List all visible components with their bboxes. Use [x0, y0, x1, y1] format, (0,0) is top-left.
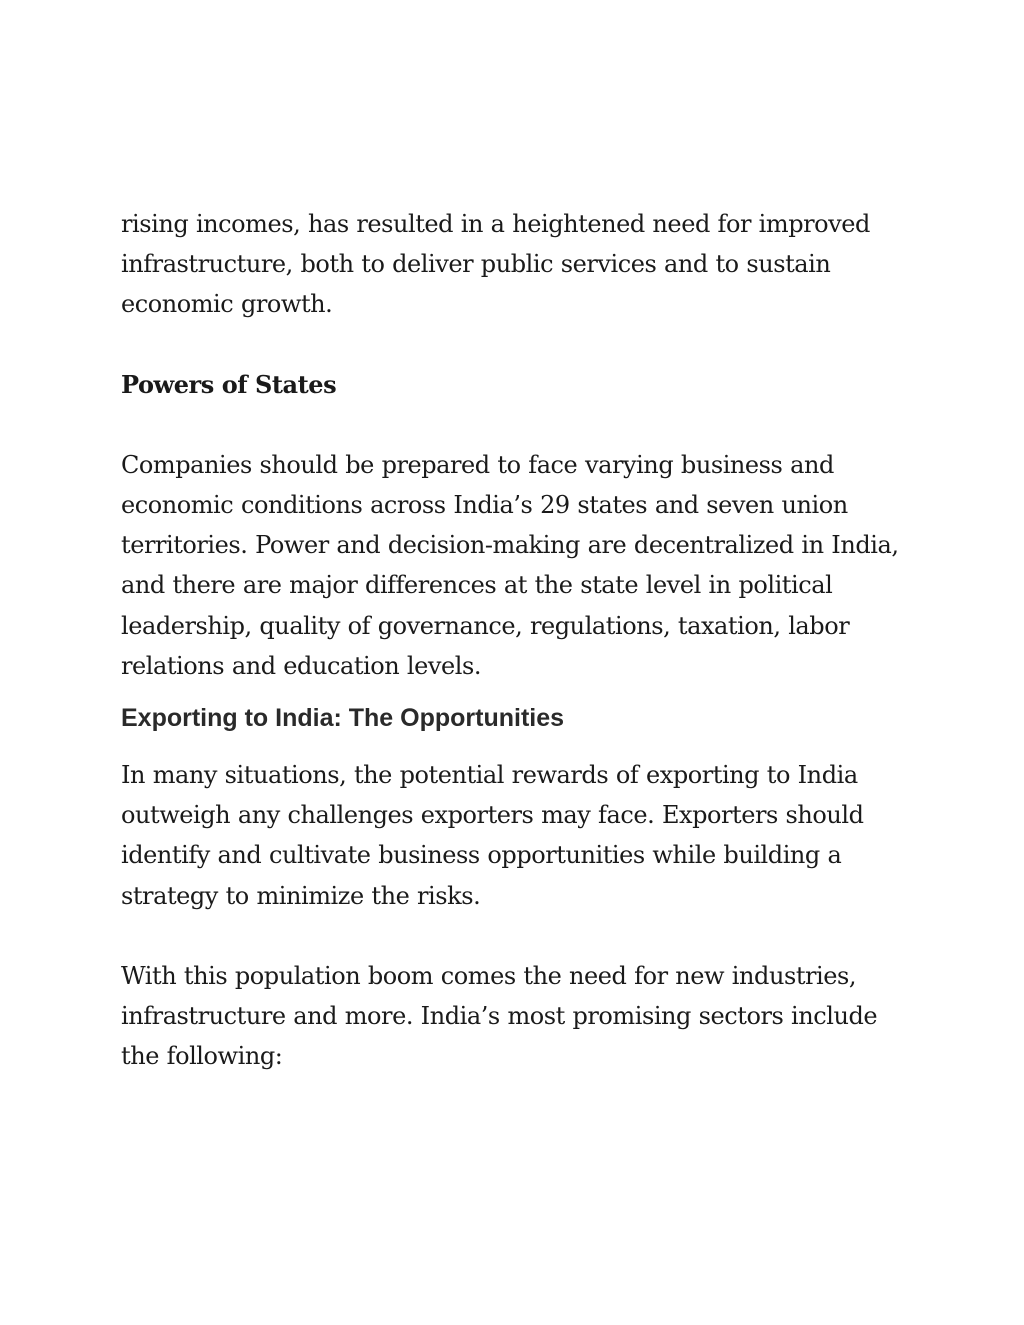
text-line: economic conditions across India’s 29 states and seven union — [121, 491, 848, 520]
text-line: infrastructure and more. India’s most promising sectors include — [121, 1002, 878, 1031]
exporting-opportunities-heading: Exporting to India: The Opportunities — [121, 704, 565, 733]
text-line: outweigh any challenges exporters may face. Exporters should — [121, 801, 864, 830]
document-page — [121, 204, 921, 1076]
exporting-paragraph-2 — [121, 956, 921, 1077]
powers-of-states-paragraph — [121, 445, 921, 686]
exporting-paragraph-1 — [121, 755, 921, 916]
text-line: infrastructure, both to deliver public services and to sustain — [121, 250, 831, 279]
intro-paragraph — [121, 204, 921, 325]
text-line: identify and cultivate business opportunities while building a — [121, 841, 842, 870]
text-line: rising incomes, has resulted in a heightened need for improved — [121, 210, 870, 238]
text-line: leadership, quality of governance, regulations, taxation, labor — [121, 611, 850, 640]
text-line: strategy to minimize the risks. — [121, 881, 481, 910]
text-line: economic growth. — [121, 290, 333, 319]
text-line: and there are major differences at the state level in political — [121, 571, 833, 600]
text-line: Companies should be prepared to face varying business and — [121, 450, 834, 479]
text-line: In many situations, the potential rewards of exporting to India — [121, 761, 858, 790]
text-line: the following: — [121, 1042, 283, 1071]
text-line: With this population boom comes the need for new industries, — [121, 961, 857, 990]
powers-of-states-heading: Powers of States — [121, 369, 337, 399]
text-line: relations and education levels. — [121, 651, 482, 680]
text-line: territories. Power and decision-making are decentralized in India, — [121, 531, 899, 560]
